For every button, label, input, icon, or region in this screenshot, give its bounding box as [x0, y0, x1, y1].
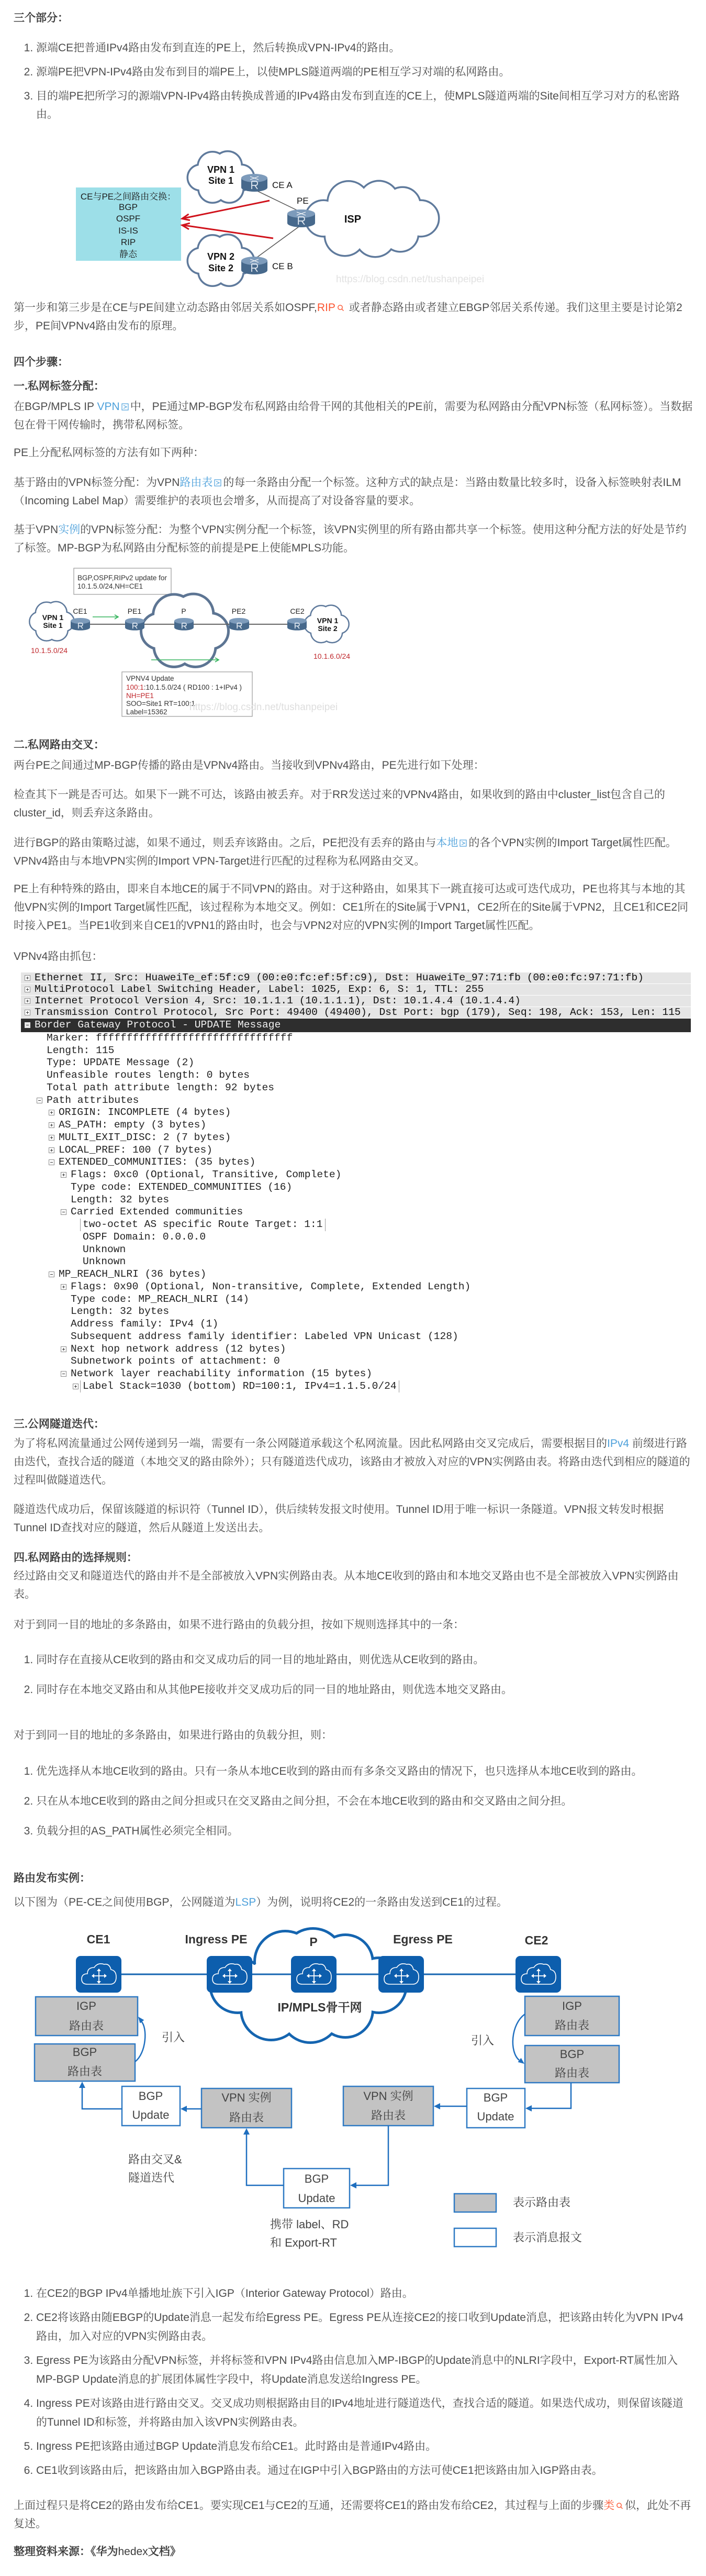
- capture-row-text: two-octet AS specific Route Target: 1:1: [81, 1219, 324, 1231]
- node-label: P: [181, 606, 186, 615]
- watermark: https://blog.csdn.net/tushanpeipei: [336, 273, 485, 285]
- expand-toggle-icon[interactable]: [25, 1010, 30, 1015]
- router-icon: [174, 618, 194, 631]
- expand-toggle-icon[interactable]: [49, 1147, 54, 1153]
- indent: [21, 1361, 61, 1362]
- callout-line: 静态: [119, 249, 137, 259]
- paragraph: [14, 1434, 693, 1489]
- mp-bgp-update-message: [284, 2169, 350, 2208]
- capture-row[interactable]: [21, 1231, 691, 1244]
- cross-note: 隧道迭代: [128, 2171, 175, 2184]
- capture-row-text: Path attributes: [47, 1094, 139, 1106]
- text: 第一步和第三步是在CE与PE间建立动态路由邻居关系如OSPF,: [14, 302, 317, 314]
- expand-toggle-icon[interactable]: [49, 1272, 54, 1277]
- paragraph-summary: [14, 2496, 693, 2533]
- legend-swatch-message: [454, 2228, 496, 2247]
- node-label: CE2: [524, 1933, 548, 1947]
- egress-vpn-instance-table: [343, 2086, 433, 2126]
- watermark: https://blog.csdn.net/tushanpeipei: [189, 701, 338, 713]
- source-middle: hedex: [118, 2546, 148, 2558]
- list-item: 2. 源端PE把VPN-IPv4路由发布到目的端PE上，以使MPLS隧道两端的PE相互学习对端的私网路由。: [36, 63, 693, 81]
- indent: [21, 1224, 73, 1225]
- capture-row-text: Type code: EXTENDED_COMMUNITIES (16): [71, 1181, 293, 1193]
- list-item: 1. 优先选择从本地CE收到的路由。只有一条从本地CE收到的路由而有多条交叉路由的情况下，也只选择从本地CE收到的路由。: [36, 1762, 693, 1781]
- section-heading-three-parts: 三个部分：: [14, 12, 69, 24]
- capture-row-text: Carried Extended communities: [71, 1206, 243, 1218]
- ingress-vpn-instance-table: [201, 2088, 292, 2128]
- capture-row[interactable]: [21, 1268, 691, 1281]
- external-link-icon[interactable]: [460, 839, 467, 847]
- capture-row-text: Label Stack=1030 (bottom) RD=100:1, IPv4=1.1.5.0/24: [81, 1380, 398, 1393]
- box-title: VPNV4 Update: [126, 674, 174, 682]
- expand-toggle-icon[interactable]: [25, 987, 30, 992]
- list-item: 3. 负载分担的AS_PATH属性必须完全相同。: [36, 1822, 693, 1840]
- paragraph: 经过路由交叉和隧道迭代的路由并不是全部被放入VPN实例路由表。从本地CE收到的路由和本地交叉路由也不是全部被放入VPN实例路由表。: [14, 1570, 679, 1600]
- expand-toggle-icon[interactable]: [61, 1284, 66, 1290]
- capture-row[interactable]: [21, 972, 691, 984]
- callout-line: IS-IS: [118, 225, 138, 236]
- paragraph: 检查其下一跳是否可达。如果下一跳不可达，该路由被丢弃。对于RR发送过来的VPNv4路由，如果收到的路由中cluster_list包含自己的cluster_id，则丢弃这条路由。: [14, 789, 665, 819]
- capture-row[interactable]: [21, 1132, 691, 1144]
- text: 似，此处不再复述。: [14, 2499, 691, 2530]
- text: 的各个VPN实例的Import Target属性匹配。VPNv4路由与本地VPN实例的Import VPN-Target进行匹配的过程称为私网路由交叉。: [14, 837, 677, 867]
- capture-row[interactable]: [21, 1144, 691, 1156]
- callout-line: OSPF: [116, 213, 141, 224]
- carry-note: 和 Export-RT: [270, 2236, 337, 2249]
- keyword-link-similar[interactable]: 类: [603, 2499, 615, 2512]
- node-label: PE1: [127, 606, 142, 615]
- figure-vpnv4-update: [0, 566, 706, 720]
- router-icon: [516, 1956, 561, 1993]
- box-line: IGP: [76, 1999, 96, 2013]
- capture-row-text: LOCAL_PREF: 100 (7 bytes): [59, 1144, 212, 1156]
- capture-row-text: OSPF Domain: 0.0.0.0: [83, 1231, 206, 1243]
- node-label: CE2: [290, 606, 305, 615]
- capture-row-text: Type: UPDATE Message (2): [47, 1057, 195, 1069]
- router-label: PE: [297, 195, 309, 206]
- expand-toggle-icon[interactable]: [61, 1371, 66, 1377]
- router-icon: [125, 618, 144, 631]
- three-parts-list: [14, 39, 693, 124]
- paragraph: [14, 397, 693, 434]
- expand-toggle-icon[interactable]: [61, 1209, 66, 1215]
- section-heading-route-crossing: 二.私网路由交叉：: [14, 739, 105, 751]
- box-line: BGP: [483, 2091, 508, 2104]
- paragraph: [14, 473, 693, 510]
- indent: [21, 1162, 49, 1163]
- capture-row-text: Flags: 0xc0 (Optional, Transitive, Complete): [71, 1169, 342, 1181]
- expand-toggle-icon[interactable]: [49, 1135, 54, 1141]
- capture-row-text: Unfeasible routes length: 0 bytes: [47, 1069, 250, 1081]
- search-icon[interactable]: [616, 2502, 623, 2509]
- expand-toggle-icon[interactable]: [25, 998, 30, 1004]
- capture-row[interactable]: [21, 1355, 691, 1368]
- ipv4-link[interactable]: IPv4: [607, 1438, 630, 1450]
- figure-ce-pe-routing: [0, 146, 706, 295]
- box-line: SOO=Site1 RT=100:1: [126, 699, 195, 707]
- expand-toggle-icon[interactable]: [25, 1022, 30, 1028]
- capture-row[interactable]: [21, 1094, 691, 1107]
- site-label: VPN 1: [42, 613, 64, 622]
- site-label: VPN 1: [207, 164, 235, 175]
- indent: [21, 1311, 61, 1312]
- note-line: 10.1.5.0/24,NH=CE1: [77, 582, 143, 590]
- source-prefix: 整理资料来源：《华为: [14, 2546, 118, 2558]
- text: 的VPN标签分配：为整个VPN实例分配一个标签，该VPN实例里的所有路由都共享一个标签。使用这种分配方法的好处是节约了标签。MP-BGP为私网路由分配标签的前提是PE上使能MPLS功能。: [14, 524, 687, 554]
- node-label: Ingress PE: [185, 1932, 248, 1946]
- list-item: 1. 在CE2的BGP IPv4单播地址族下引入IGP（Interior Gateway Protocol）路由。: [36, 2284, 693, 2303]
- instance-link[interactable]: 实例: [58, 524, 81, 536]
- capture-row-text: Length: 32 bytes: [71, 1193, 170, 1206]
- capture-row[interactable]: [21, 1044, 691, 1057]
- router-icon: [291, 1956, 337, 1993]
- text: 基于路由的VPN标签分配：为VPN: [14, 477, 180, 489]
- capture-row[interactable]: [21, 1119, 691, 1132]
- capture-row[interactable]: [21, 1069, 691, 1082]
- backbone-cloud-icon: [142, 595, 227, 665]
- callout-line: RIP: [120, 237, 136, 247]
- capture-row[interactable]: [21, 1206, 691, 1219]
- expand-toggle-icon[interactable]: [49, 1122, 54, 1128]
- rules-list-no-load-balancing: [14, 1651, 693, 1699]
- backbone-label: IP/MPLS骨干网: [277, 2000, 362, 2014]
- text: 或者静态路由或者建立EBGP邻居关系传递。我们这里主要是讨论第2步，PE间VPNv4路由发布的原理。: [14, 302, 682, 332]
- indent: [21, 1274, 49, 1275]
- box-line: 路由表: [67, 2064, 103, 2078]
- capture-row-text: Flags: 0x90 (Optional, Non-transitive, Complete, Extended Length): [71, 1280, 471, 1292]
- egress-bgp-update-message: [467, 2088, 525, 2128]
- capture-row[interactable]: [21, 1293, 691, 1306]
- expand-toggle-icon[interactable]: [61, 1346, 66, 1352]
- box-line: Update: [477, 2109, 514, 2123]
- local-link[interactable]: 本地: [436, 837, 458, 849]
- paragraph: [14, 1893, 693, 1911]
- indent: [21, 1100, 37, 1101]
- capture-row[interactable]: [21, 984, 691, 996]
- capture-row[interactable]: [21, 1343, 691, 1355]
- node-label: CE1: [73, 606, 87, 615]
- callout-line: BGP: [119, 202, 138, 212]
- capture-row[interactable]: [21, 1169, 691, 1181]
- node-label: PE2: [231, 606, 246, 615]
- capture-row-text: MP_REACH_NLRI (36 bytes): [59, 1268, 207, 1280]
- capture-row-text: Length: 32 bytes: [71, 1306, 170, 1318]
- router-icon: [287, 618, 307, 631]
- indent: [21, 1075, 37, 1076]
- source-suffix: 文档》: [148, 2546, 181, 2558]
- router-icon: [71, 618, 90, 631]
- capture-row-text: Total path attribute length: 92 bytes: [47, 1081, 275, 1093]
- node-label: Egress PE: [393, 1932, 453, 1946]
- ce1-bgp-table: [35, 2044, 135, 2081]
- capture-row-text: Transmission Control Protocol, Src Port: 49400 (49400), Dst Port: bgp (179), Seq: 198, Ack: 153, Len: 115: [35, 1007, 681, 1018]
- indent: [21, 1187, 61, 1188]
- capture-row[interactable]: [21, 1193, 691, 1206]
- paragraph: 隧道迭代成功后，保留该隧道的标识符（Tunnel ID），供后续转发报文时使用。Tunnel ID用于唯一标识一条隧道。VPN报文转发时根据Tunnel ID查找对应的隧道，然后从隧道上发送出去。: [14, 1503, 664, 1534]
- box-line: 路由表: [554, 2066, 590, 2080]
- paragraph: [14, 521, 693, 557]
- prefix-label: 10.1.5.0/24: [31, 646, 68, 655]
- indent: [21, 1349, 61, 1350]
- site-label: Site 2: [318, 624, 338, 633]
- capture-row-text: Unknown: [83, 1243, 126, 1255]
- text: 进行BGP的路由策略过滤，如果不通过，则丢弃该路由。之后，PE把没有丢弃的路由与: [14, 837, 436, 849]
- router-icon: [76, 1956, 121, 1993]
- capture-row-text: Internet Protocol Version 4, Src: 10.1.1.1 (10.1.1.1), Dst: 10.1.4.4 (10.1.4.4): [35, 995, 521, 1007]
- box-line: BGP: [304, 2172, 329, 2185]
- cross-note: 路由交叉&: [128, 2152, 182, 2166]
- site-label: VPN 2: [207, 251, 235, 262]
- capture-row[interactable]: [21, 1281, 691, 1293]
- legend: [454, 2194, 582, 2247]
- text: 为了将私网流量通过公网传递到另一端，需要有一条公网隧道承载这个私网流量。因此私网路由交叉完成后，需要根据目的: [14, 1438, 607, 1450]
- box-line: [126, 683, 242, 691]
- capture-row[interactable]: [21, 1082, 691, 1094]
- expand-toggle-icon[interactable]: [49, 1110, 54, 1115]
- node-label: CE1: [86, 1932, 110, 1946]
- indent: [21, 1299, 61, 1300]
- callout-box: [76, 187, 181, 261]
- lsp-link[interactable]: LSP: [235, 1896, 256, 1908]
- legend-label: 表示消息报文: [513, 2230, 582, 2244]
- section-heading-label-allocation: 一.私网标签分配：: [14, 380, 105, 392]
- capture-row-text: MultiProtocol Label Switching Header, Label: 1025, Exp: 6, S: 1, TTL: 255: [35, 983, 484, 995]
- box-line: Update: [132, 2108, 170, 2121]
- box-line: Update: [298, 2191, 335, 2205]
- list-item: 2. 只在从本地CE收到的路由之间分担或只在交叉路由之间分担，不会在本地CE收到的路由和交叉路由之间分担。: [36, 1792, 693, 1810]
- search-icon[interactable]: [337, 304, 344, 312]
- indent: [21, 1386, 73, 1387]
- capture-row-text: Address family: IPv4 (1): [71, 1318, 219, 1330]
- capture-row-text: Network layer reachability information (15 bytes): [71, 1368, 373, 1380]
- expand-toggle-icon[interactable]: [73, 1384, 79, 1389]
- capture-row[interactable]: [21, 1156, 691, 1169]
- capture-row-text: ORIGIN: INCOMPLETE (4 bytes): [59, 1107, 231, 1119]
- text: 上面过程只是将CE2的路由发布给CE1。要实现CE1与CE2的互通，还需要将CE1的路由发布给CE2，其过程与上面的步骤: [14, 2499, 604, 2512]
- router-icon: [207, 1956, 252, 1993]
- paragraph: 对于到同一目的地址的多条路由，如果不进行路由的负载分担，按如下规则选择其中的一条：: [14, 1619, 464, 1631]
- capture-row[interactable]: [21, 996, 691, 1007]
- text: ）为例，说明将CE2的一条路由发送到CE1的过程。: [256, 1896, 508, 1908]
- box-line: NH=PE1: [126, 691, 154, 700]
- rules-list-load-balancing: [14, 1762, 693, 1840]
- list-item: 1. 源端CE把普通IPv4路由发布到直连的PE上，然后转换成VPN-IPv4的路由。: [36, 39, 693, 57]
- capture-row-text: AS_PATH: empty (3 bytes): [59, 1119, 207, 1131]
- routing-table-link[interactable]: 路由表: [180, 477, 213, 489]
- figure-route-advertisement: [0, 1922, 706, 2260]
- capture-row-text: MULTI_EXIT_DISC: 2 (7 bytes): [59, 1131, 231, 1143]
- box-line: BGP: [559, 2047, 585, 2061]
- capture-row-text: Length: 115: [47, 1044, 115, 1056]
- callout-line: CE与PE之间路由交换：: [80, 191, 176, 202]
- capture-row[interactable]: [21, 1380, 691, 1393]
- router-label: CE A: [272, 180, 293, 190]
- capture-row[interactable]: [21, 1243, 691, 1256]
- ce2-bgp-table: [525, 2046, 619, 2083]
- capture-row-text: Subsequent address family identifier: Labeled VPN Unicast (128): [71, 1330, 458, 1342]
- capture-row-text: EXTENDED_COMMUNITIES: (35 bytes): [59, 1156, 256, 1168]
- ingress-bgp-update-message: [122, 2086, 180, 2126]
- capture-row-text: Border Gateway Protocol - UPDATE Message: [35, 1019, 281, 1031]
- capture-row[interactable]: [21, 1007, 691, 1019]
- vpn-link[interactable]: VPN: [97, 401, 120, 413]
- article-body: [0, 9, 706, 2561]
- capture-row-text: Ethernet II, Src: HuaweiTe_ef:5f:c9 (00:e0:fc:ef:5f:c9), Dst: HuaweiTe_97:71:fb (00:e0:fc:97:71:fb): [35, 972, 644, 983]
- list-item: 3. Egress PE为该路由分配VPN标签，并将标签和VPN IPv4路由信息加入MP-IBGP的Update消息中的NLRI字段中，Export-RT属性加入MP-BGP Update消息的扩展团体属性字段中，将Update消息发送给Ingress PE。: [36, 2351, 693, 2389]
- ce1-igp-table: [36, 1997, 138, 2036]
- capture-caption: VPNv4路由抓包：: [14, 950, 103, 963]
- list-item: 4. Ingress PE对该路由进行路由交叉。交叉成功则根据路由目的IPv4地址进行隧道迭代，查找合适的隧道。如果迭代成功，则保留该隧道的Tunnel ID和标签，并将路由加入该VPN实例路由表。: [36, 2394, 693, 2432]
- router-icon: [287, 209, 315, 227]
- expand-toggle-icon[interactable]: [61, 1172, 66, 1178]
- capture-row[interactable]: [21, 1331, 691, 1343]
- expand-toggle-icon[interactable]: [25, 975, 30, 981]
- indent: [21, 989, 25, 990]
- list-item: 1. 同时存在直接从CE收到的路由和交叉成功后的同一目的地址路由，则优选从CE收到的路由。: [36, 1651, 693, 1669]
- isp-cloud-icon: [306, 182, 438, 256]
- packet-capture-tree: [21, 971, 691, 1399]
- box-line: 路由表: [229, 2110, 264, 2124]
- prefix-label: 10.1.6.0/24: [313, 651, 351, 660]
- source-note: [14, 2542, 693, 2561]
- paragraph: 两台PE之间通过MP-BGP传播的路由是VPNv4路由。当接收到VPNv4路由，PE先进行如下处理：: [14, 759, 485, 771]
- capture-row-text: Subnetwork points of attachment: 0: [71, 1355, 280, 1367]
- update-note-box: [74, 568, 171, 594]
- box-line: 路由表: [554, 2018, 590, 2032]
- import-label: 引入: [162, 2030, 185, 2044]
- legend-swatch-table: [454, 2194, 496, 2212]
- box-line: 路由表: [371, 2108, 406, 2122]
- site-label: VPN 1: [317, 616, 339, 625]
- text: 中，PE通过MP-BGP发布私网路由给骨干网的其他相关的PE前，需要为私网路由分配VPN标签（私网标签）。当数据包在骨干网传输时，携带私网标签。: [14, 401, 693, 431]
- isp-label: ISP: [344, 213, 362, 225]
- indent: [21, 1012, 25, 1013]
- route-value: :10.1.5.0/24 ( RD100 : 1+IPv4 ): [143, 683, 242, 691]
- figure-route-advertisement-svg: [0, 1922, 706, 2260]
- router-icon: [241, 174, 267, 192]
- box-line: Label=15362: [126, 707, 167, 716]
- list-item: 2. CE2将该路由随EBGP的Update消息一起发布给Egress PE。Egress PE从连接CE2的接口收到Update消息，把该路由转化为VPN IPv4路由，加入对应的VPN实例路由表。: [36, 2308, 693, 2346]
- legend-label: 表示路由表: [513, 2195, 571, 2209]
- import-label: 引入: [471, 2033, 495, 2047]
- capture-row[interactable]: [21, 1181, 691, 1194]
- paragraph-note: [14, 298, 693, 335]
- paragraph: PE上有种特殊的路由，即来自本地CE的属于不同VPN的路由。对于这种路由，如果其下一跳直接可达或可迭代成功，PE也将其与本地的其他VPN实例的Import Target属性匹配，该过程称为本地交叉。例如：CE1所在的Site属于VPN1，CE2所在的Site属于VPN2，且CE1和CE2同时接入PE1。当PE1收到来自CE1的VPN1的路由时，也会与VPN2对应的VPN实例的Import Target属性匹配。: [14, 883, 689, 932]
- section-heading-tunnel-iteration: 三.公网隧道迭代：: [14, 1418, 105, 1430]
- figure-vpnv4-update-svg: [0, 566, 706, 720]
- paragraph: [14, 834, 693, 870]
- box-line: BGP: [138, 2089, 163, 2103]
- capture-row-text: Unknown: [83, 1256, 126, 1268]
- expand-toggle-icon[interactable]: [49, 1159, 54, 1165]
- router-icon: [229, 618, 249, 631]
- section-heading-four-steps: 四个步骤：: [14, 356, 69, 368]
- indent: [21, 1150, 49, 1151]
- capture-row[interactable]: [21, 1057, 691, 1069]
- example-steps-list: [14, 2284, 693, 2480]
- paragraph: 对于到同一目的地址的多条路由，如果进行路由的负载分担，则：: [14, 1729, 332, 1741]
- site-label: Site 1: [208, 175, 234, 186]
- box-line: 路由表: [69, 2019, 104, 2032]
- list-item: 2. 同时存在本地交叉路由和从其他PE接收并交叉成功后的同一目的地址路由，则优选本地交叉路由。: [36, 1681, 693, 1699]
- paragraph: PE上分配私网标签的方法有如下两种：: [14, 447, 205, 459]
- site-label: Site 2: [208, 262, 234, 273]
- capture-row[interactable]: [21, 1306, 691, 1318]
- box-line: IGP: [562, 1999, 582, 2013]
- external-link-icon[interactable]: [121, 403, 129, 411]
- figure-ce-pe-routing-svg: [0, 146, 706, 295]
- indent: [21, 1112, 49, 1113]
- red-arrow-icon: [182, 201, 273, 238]
- expand-toggle-icon[interactable]: [37, 1098, 42, 1103]
- box-line: BGP: [72, 2045, 97, 2059]
- note-line: BGP,OSPF,RIPv2 update for: [77, 573, 167, 582]
- ce2-igp-table: [525, 1996, 619, 2036]
- capture-row-text: Next hop network address (12 bytes): [71, 1343, 286, 1355]
- capture-row[interactable]: [21, 1318, 691, 1331]
- box-line: VPN 实例: [221, 2091, 272, 2104]
- text: 在BGP/MPLS IP: [14, 401, 97, 413]
- text: 前缀进行路由迭代，查找合适的隧道（本地交叉的路由除外）；只有隧道迭代成功，该路由才被放入对应的VPN实例路由表。将路由迭代到相应的隧道的过程叫做隧道迭代。: [14, 1438, 690, 1486]
- keyword-link-rip[interactable]: RIP: [317, 302, 335, 314]
- capture-row[interactable]: [21, 1107, 691, 1119]
- node-label: P: [309, 1934, 318, 1949]
- router-label: CE B: [272, 261, 293, 271]
- section-heading-example: 路由发布实例：: [14, 1872, 91, 1884]
- box-line: VPN 实例: [363, 2089, 413, 2103]
- indent: [21, 1137, 49, 1138]
- list-item: 3. 目的端PE把所学习的源端VPN-IPv4路由转换成普通的IPv4路由发布到直连的CE上，使MPLS隧道两端的Site间相互学习对方的私密路由。: [36, 87, 693, 124]
- section-heading-selection-rules: 四.私网路由的选择规则：: [14, 1552, 138, 1564]
- capture-row-text: Type code: MP_REACH_NLRI (14): [71, 1293, 249, 1305]
- indent: [21, 1336, 61, 1337]
- capture-row-text: Marker: ffffffffffffffffffffffffffffffff: [47, 1032, 293, 1044]
- capture-row[interactable]: [21, 1219, 691, 1231]
- list-item: 6. CE1收到该路由后，把该路由加入BGP路由表。通过在IGP中引入BGP路由的方法可使CE1把该路由加入IGP路由表。: [36, 2461, 693, 2480]
- text: 以下图为（PE-CE之间使用BGP，公网隧道为: [14, 1896, 236, 1908]
- capture-row[interactable]: [21, 1368, 691, 1380]
- router-icon: [378, 1956, 424, 1993]
- external-link-icon[interactable]: [214, 479, 221, 487]
- router-icon: [241, 257, 267, 274]
- carry-note: 携带 label、RD: [270, 2217, 349, 2231]
- site-label: Site 1: [43, 621, 63, 629]
- capture-row-selected[interactable]: [21, 1019, 691, 1032]
- list-item: 5. Ingress PE把该路由通过BGP Update消息发布给CE1。此时路由是普通IPv4路由。: [36, 2437, 693, 2456]
- rd-value: 100:1: [126, 683, 144, 691]
- capture-row[interactable]: [21, 1032, 691, 1045]
- capture-row[interactable]: [21, 1256, 691, 1268]
- text: 的每一条路由分配一个标签。这种方式的缺点是：当路由数量比较多时，设备入标签映射表ILM（Incoming Label Map）需要维护的表项也会增多，从而提高了对设备容量的要求。: [14, 477, 681, 507]
- text: 基于VPN: [14, 524, 59, 536]
